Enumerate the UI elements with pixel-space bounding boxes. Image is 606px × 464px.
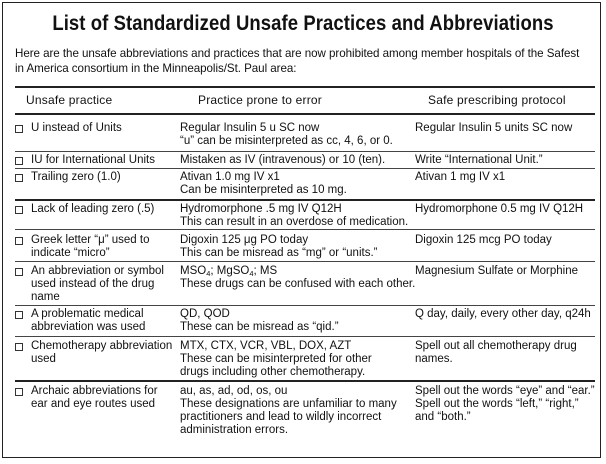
intro-line: in America consortium in the Minneapolis/St. Paul area: — [15, 61, 297, 75]
page-title: List of Standardized Unsafe Practices and Abbreviations — [52, 11, 554, 35]
cell-text-line: Magnesium Sulfate or Morphine — [415, 265, 578, 277]
cell-text-line: A problematic medical — [31, 308, 144, 320]
unsafe-practice-cell — [31, 385, 158, 411]
cell-text-line: QD, QOD — [180, 308, 230, 320]
cell-text-line: IU for International Units — [31, 154, 156, 166]
checkbox[interactable] — [15, 343, 23, 351]
cell-text-line: Chemotherapy abbreviation — [31, 340, 173, 352]
unsafe-practice-cell — [31, 154, 155, 167]
checkbox[interactable] — [15, 268, 23, 276]
column-header-unsafe-practice: Unsafe practice — [26, 93, 113, 107]
error-example-cell — [180, 203, 408, 229]
error-example-cell — [180, 308, 339, 334]
cell-text-line: Hydromorphone .5 mg IV Q12H — [180, 203, 342, 215]
checkbox[interactable] — [15, 388, 23, 396]
unsafe-practice-cell — [31, 308, 145, 334]
header-bottom-rule — [15, 113, 595, 115]
cell-text-line: Mistaken as IV (intravenous) or 10 (ten). — [180, 154, 386, 166]
column-header-safe-prescribing-protocol: Safe prescribing protocol — [428, 93, 566, 107]
row-divider — [15, 305, 595, 306]
cell-text-line: administration errors. — [180, 424, 289, 436]
cell-text-line: MSO — [180, 265, 207, 277]
cell-text-line: U instead of Units — [31, 122, 122, 134]
table-top-rule — [15, 86, 595, 88]
intro-paragraph — [15, 47, 595, 76]
cell-text-line: MTX, CTX, VCR, VBL, DOX, AZT — [180, 340, 352, 352]
cell-text-line: Digoxin 125 μg PO today — [180, 234, 309, 246]
unsafe-practice-cell — [31, 171, 121, 184]
error-example-cell — [180, 154, 385, 167]
row-divider — [15, 380, 595, 382]
cell-text-line: An abbreviation or symbol — [31, 265, 164, 277]
checkbox[interactable] — [15, 311, 23, 319]
row-divider — [15, 229, 595, 230]
cell-text-line: Ativan 1 mg IV x1 — [415, 171, 506, 183]
checkbox[interactable] — [15, 237, 23, 245]
checkbox[interactable] — [15, 174, 23, 182]
cell-text-line: These designations are unfamiliar to many — [180, 398, 397, 410]
cell-text-line: Write “International Unit.” — [415, 154, 543, 166]
cell-text-line: Trailing zero (1.0) — [31, 171, 121, 183]
cell-text-line: Spell out the words “left,” “right,” — [415, 398, 579, 410]
checkbox[interactable] — [15, 125, 23, 133]
intro-line: Here are the unsafe abbreviations and practices that are now prohibited among member hospitals of the Safest — [15, 47, 580, 60]
error-example-cell — [180, 340, 372, 379]
cell-text-line: used instead of the drug — [31, 278, 155, 290]
checkbox[interactable] — [15, 206, 23, 214]
row-divider — [15, 199, 595, 201]
cell-text-line: Regular Insulin 5 u SC now — [180, 122, 320, 134]
safe-protocol-cell — [415, 203, 583, 216]
cell-text-line: au, as, ad, od, os, ou — [180, 385, 288, 397]
error-example-cell — [180, 385, 397, 437]
cell-text-line: 4 — [249, 269, 254, 278]
unsafe-practice-cell — [31, 234, 149, 260]
safe-protocol-cell — [415, 340, 577, 366]
cell-text-line: abbreviation was used — [31, 321, 146, 333]
cell-text-line: Spell out all chemotherapy drug — [415, 340, 577, 352]
cell-text-line: 4 — [206, 269, 211, 278]
cell-text-line: Archaic abbreviations for — [31, 385, 158, 397]
cell-text-line: These can be misread as “qid.” — [180, 321, 339, 333]
row-divider — [15, 168, 595, 169]
row-divider — [15, 261, 595, 262]
cell-text-line: These can be misinterpreted for other — [180, 353, 372, 365]
unsafe-practice-cell — [31, 265, 164, 304]
error-example-cell — [180, 234, 377, 260]
cell-text-line: and “both.” — [415, 411, 471, 423]
checkbox[interactable] — [15, 157, 23, 165]
cell-text-line: “u” can be misinterpreted as cc, 4, 6, or 0. — [180, 135, 393, 147]
cell-text-line: Q day, daily, every other day, q24h — [415, 308, 591, 320]
cell-text-line: These drugs can be confused with each other. — [180, 278, 416, 290]
error-example-cell — [180, 265, 415, 291]
cell-text-line: Hydromorphone 0.5 mg IV Q12H — [415, 203, 584, 215]
cell-text-line: ear and eye routes used — [31, 398, 156, 410]
cell-text-line: name — [31, 291, 60, 303]
cell-text-line: Can be misinterpreted as 10 mg. — [180, 184, 347, 196]
column-header-practice-prone-to-error: Practice prone to error — [198, 93, 322, 107]
error-example-cell — [180, 171, 347, 197]
cell-text-line: Lack of leading zero (.5) — [31, 203, 155, 215]
cell-text-line: Spell out the words “eye” and “ear.” — [415, 385, 595, 397]
cell-text-line: This can be misread as “mg” or “units.” — [180, 247, 378, 259]
row-divider — [15, 151, 595, 152]
cell-text-line: Regular Insulin 5 units SC now — [415, 122, 573, 134]
cell-text-line: practitioners and lead to wildly incorrect — [180, 411, 382, 423]
cell-text-line: used — [31, 353, 56, 365]
cell-text-line: Ativan 1.0 mg IV x1 — [180, 171, 280, 183]
cell-text-line: drugs including other chemotherapy. — [180, 366, 366, 378]
cell-text-line: Digoxin 125 mcg PO today — [415, 234, 552, 246]
safe-protocol-cell — [415, 122, 572, 135]
cell-text-line: ; MS — [253, 265, 278, 277]
cell-text-line: names. — [415, 353, 453, 365]
safe-protocol-cell — [415, 154, 543, 167]
safe-protocol-cell — [415, 265, 578, 278]
unsafe-practice-cell — [31, 203, 154, 216]
error-example-cell — [180, 122, 393, 148]
cell-text-line: indicate “micro” — [31, 247, 110, 259]
cell-text-line: This can result in an overdose of medication. — [180, 216, 409, 228]
safe-protocol-cell — [415, 234, 552, 247]
unsafe-practice-cell — [31, 122, 122, 135]
unsafe-practice-cell — [31, 340, 172, 366]
cell-text-line: Greek letter “μ” used to — [31, 234, 150, 246]
row-divider — [15, 336, 595, 337]
safe-protocol-cell — [415, 171, 505, 184]
cell-text-line: ; MgSO — [210, 265, 250, 277]
safe-protocol-cell — [415, 308, 591, 321]
safe-protocol-cell — [415, 385, 595, 424]
